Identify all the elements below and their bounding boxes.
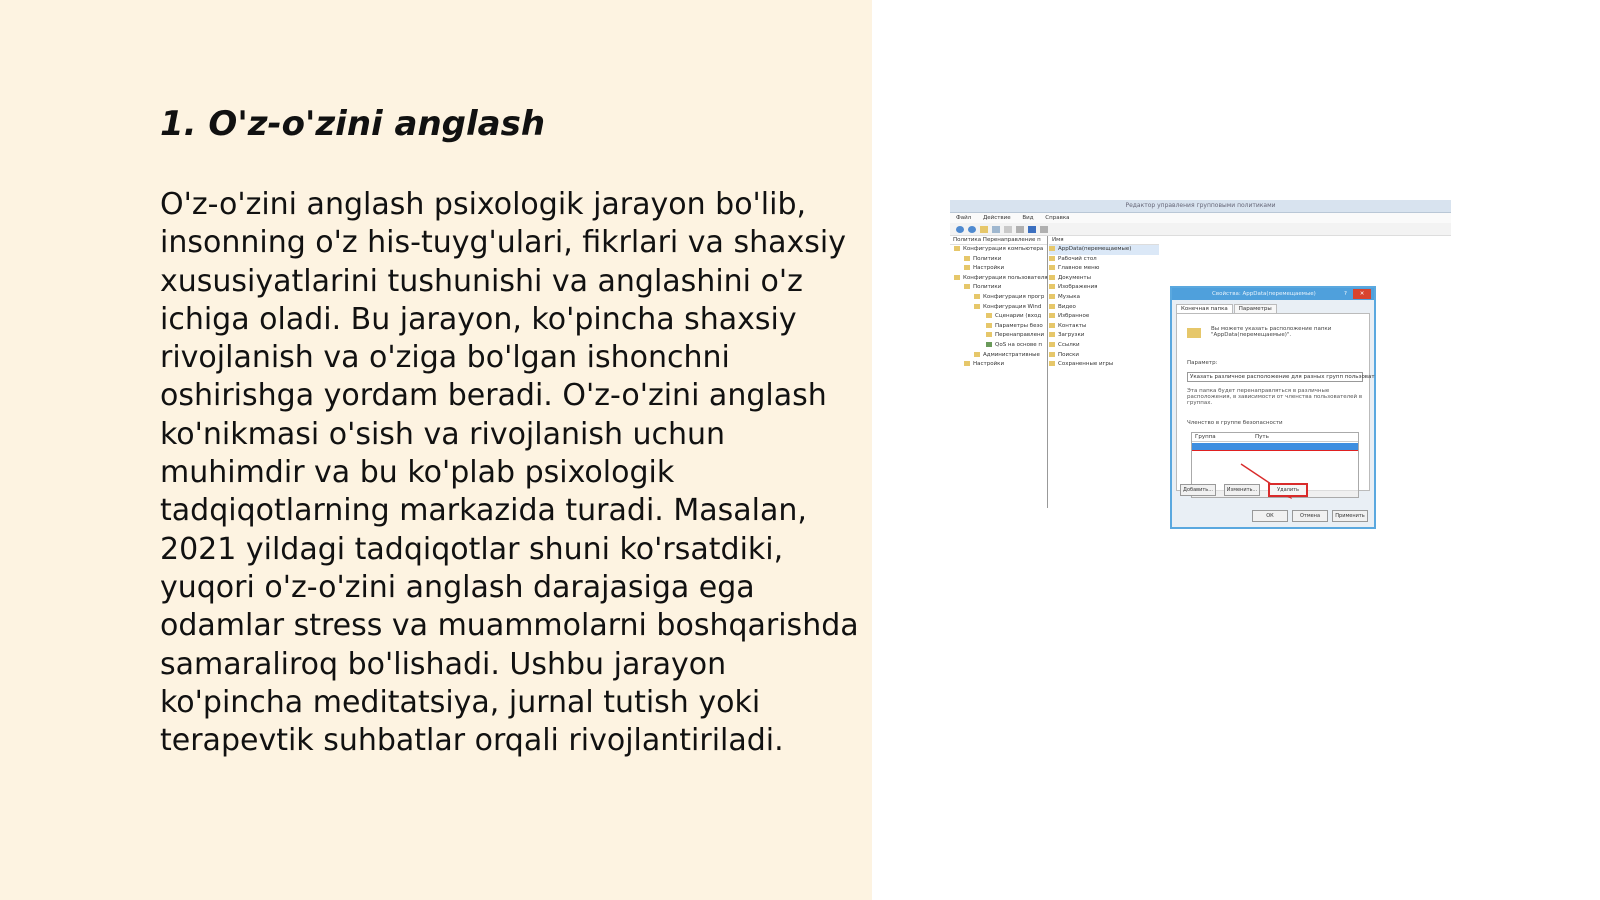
ok-button[interactable]: ОК (1252, 510, 1288, 522)
tree-item[interactable]: Конфигурация прогр (950, 293, 1047, 303)
menu-file[interactable]: Файл (956, 215, 972, 221)
delete-button[interactable]: Удалить (1268, 483, 1308, 497)
tab-target-folder[interactable]: Конечная папка (1176, 304, 1233, 313)
help-icon[interactable]: ? (1344, 291, 1347, 297)
list-item[interactable]: Поиски (1049, 351, 1159, 361)
list-pane (1049, 236, 1159, 508)
tree-item[interactable]: Политики (950, 255, 1047, 265)
window-toolbar (950, 223, 1451, 236)
folder-icon (1049, 284, 1055, 289)
tree-item[interactable]: Сценарии (вход (950, 312, 1047, 322)
folder-icon (1049, 313, 1055, 318)
tree-item[interactable]: Конфигурация Wind (950, 303, 1047, 313)
folder-icon (1049, 294, 1055, 299)
list-item[interactable]: Ссылки (1049, 341, 1159, 351)
help-icon[interactable] (1028, 226, 1036, 233)
folder-icon (1049, 275, 1055, 280)
dialog-panel (1176, 313, 1375, 491)
folder-icon (1187, 328, 1201, 338)
folder-icon (1049, 304, 1055, 309)
folder-icon (964, 284, 970, 289)
dialog-titlebar (1172, 288, 1374, 300)
window-body (950, 236, 1451, 519)
properties-dialog (1170, 286, 1376, 529)
folder-icon (1049, 361, 1055, 366)
folder-icon (986, 332, 992, 337)
column-group: Группа (1195, 434, 1216, 440)
menu-help[interactable]: Справка (1045, 215, 1070, 221)
folder-icon (1049, 256, 1055, 261)
list-item[interactable]: Загрузки (1049, 331, 1159, 341)
filter-icon[interactable] (1040, 226, 1048, 233)
groups-table-header (1192, 433, 1358, 442)
folder-icon (974, 294, 980, 299)
tree-item[interactable]: Настройки (950, 360, 1047, 370)
tree-item[interactable]: Административные (950, 351, 1047, 361)
back-icon[interactable] (956, 226, 964, 233)
list-item[interactable]: AppData(перемещаемые) (1049, 245, 1159, 255)
dialog-tabs (1172, 300, 1374, 313)
tree-item[interactable]: QoS на основе п (950, 341, 1047, 351)
list-item[interactable]: Изображения (1049, 283, 1159, 293)
setting-label: Параметр: (1187, 360, 1218, 366)
folder-up-icon[interactable] (980, 226, 988, 233)
list-item[interactable]: Документы (1049, 274, 1159, 284)
cancel-button[interactable]: Отмена (1292, 510, 1328, 522)
folder-icon (986, 313, 992, 318)
tree-item[interactable]: Конфигурация компьютера (950, 245, 1047, 255)
tree-item[interactable]: Конфигурация пользователя (950, 274, 1047, 284)
dialog-title: Свойства: AppData(перемещаемые) (1212, 291, 1316, 297)
export-icon[interactable] (1004, 226, 1012, 233)
tree-item[interactable]: Политики (950, 283, 1047, 293)
close-icon[interactable]: ✕ (1353, 289, 1371, 299)
screenshot-figure (950, 200, 1451, 519)
folder-icon (974, 352, 980, 357)
list-item[interactable]: Главное меню (1049, 264, 1159, 274)
chart-icon (986, 342, 992, 347)
show-tree-icon[interactable] (992, 226, 1000, 233)
dialog-note: Вы можете указать расположение папки "AppData(перемещаемые)". (1211, 326, 1332, 338)
list-item[interactable]: Музыка (1049, 293, 1159, 303)
forward-icon[interactable] (968, 226, 976, 233)
folder-icon (954, 246, 960, 251)
folder-icon (1049, 265, 1055, 270)
setting-select[interactable]: Указать различное расположение для разных групп пользоват (1187, 372, 1363, 382)
tree-item[interactable]: Настройки (950, 264, 1047, 274)
list-item[interactable]: Сохраненные игры (1049, 360, 1159, 370)
tree-item[interactable]: Параметры безо (950, 322, 1047, 332)
properties-icon[interactable] (1016, 226, 1024, 233)
column-path: Путь (1255, 434, 1269, 440)
folder-icon (964, 361, 970, 366)
list-item[interactable]: Видео (1049, 303, 1159, 313)
dialog-description: Эта папка будет перенаправляться в различные расположения, в зависимости от членства пользователей в группах. (1187, 388, 1363, 406)
folder-icon (964, 265, 970, 270)
folder-icon (986, 323, 992, 328)
tree-pane (950, 236, 1048, 508)
tree-item[interactable]: Перенаправлени (950, 331, 1047, 341)
edit-button[interactable]: Изменить... (1224, 484, 1260, 496)
tab-settings[interactable]: Параметры (1234, 304, 1277, 313)
add-button[interactable]: Добавить... (1180, 484, 1216, 496)
folder-icon (964, 256, 970, 261)
groups-label: Членство в группе безопасности (1187, 420, 1283, 426)
folder-icon (974, 304, 980, 309)
slide-body-text: O'z-o'zini anglash psixologik jarayon bo'lib, insonning o'z his-tuyg'ulari, fikrlari va shaxsiy xususiyatlarini tushunishi va anglashini o'z ichiga oladi. Bu jarayon, ko'pincha shaxsiy rivojlanish va o'ziga bo'lgan ishonchni oshirishga yordam beradi. O'z-o'zini anglash ko'nikmasi o'sish va rivojlanish uchun muhimdir va bu ko'plab psixologik tadqiqotlarning markazida turadi. Masalan, 2021 yildagi tadqiqotlar shuni ko'rsatdiki, yuqori o'z-o'zini anglash darajasiga ega odamlar stress va muammolarni boshqarishda samaraliroq bo'lishadi. Ushbu jarayon ko'pincha meditatsiya, jurnal tutish yoki terapevtik suhbatlar orqali rivojlantiriladi. (160, 187, 859, 759)
list-item[interactable]: Рабочий стол (1049, 255, 1159, 265)
slide-title: 1. O'z-o'zini anglash (160, 104, 546, 144)
window-menubar (950, 213, 1451, 223)
folder-icon (1049, 246, 1055, 251)
folder-icon (1049, 323, 1055, 328)
folder-icon (954, 275, 960, 280)
table-row[interactable] (1192, 443, 1358, 451)
apply-button[interactable]: Применить (1332, 510, 1368, 522)
list-item[interactable]: Контакты (1049, 322, 1159, 332)
folder-icon (1049, 342, 1055, 347)
menu-action[interactable]: Действие (982, 215, 1011, 221)
menu-view[interactable]: Вид (1022, 215, 1034, 221)
list-header: Имя (1049, 236, 1159, 245)
folder-icon (1049, 332, 1055, 337)
list-item[interactable]: Избранное (1049, 312, 1159, 322)
window-titlebar: Редактор управления групповыми политиками (950, 200, 1451, 213)
folder-icon (1049, 352, 1055, 357)
tree-header: Политика Перенаправление п (950, 236, 1047, 245)
